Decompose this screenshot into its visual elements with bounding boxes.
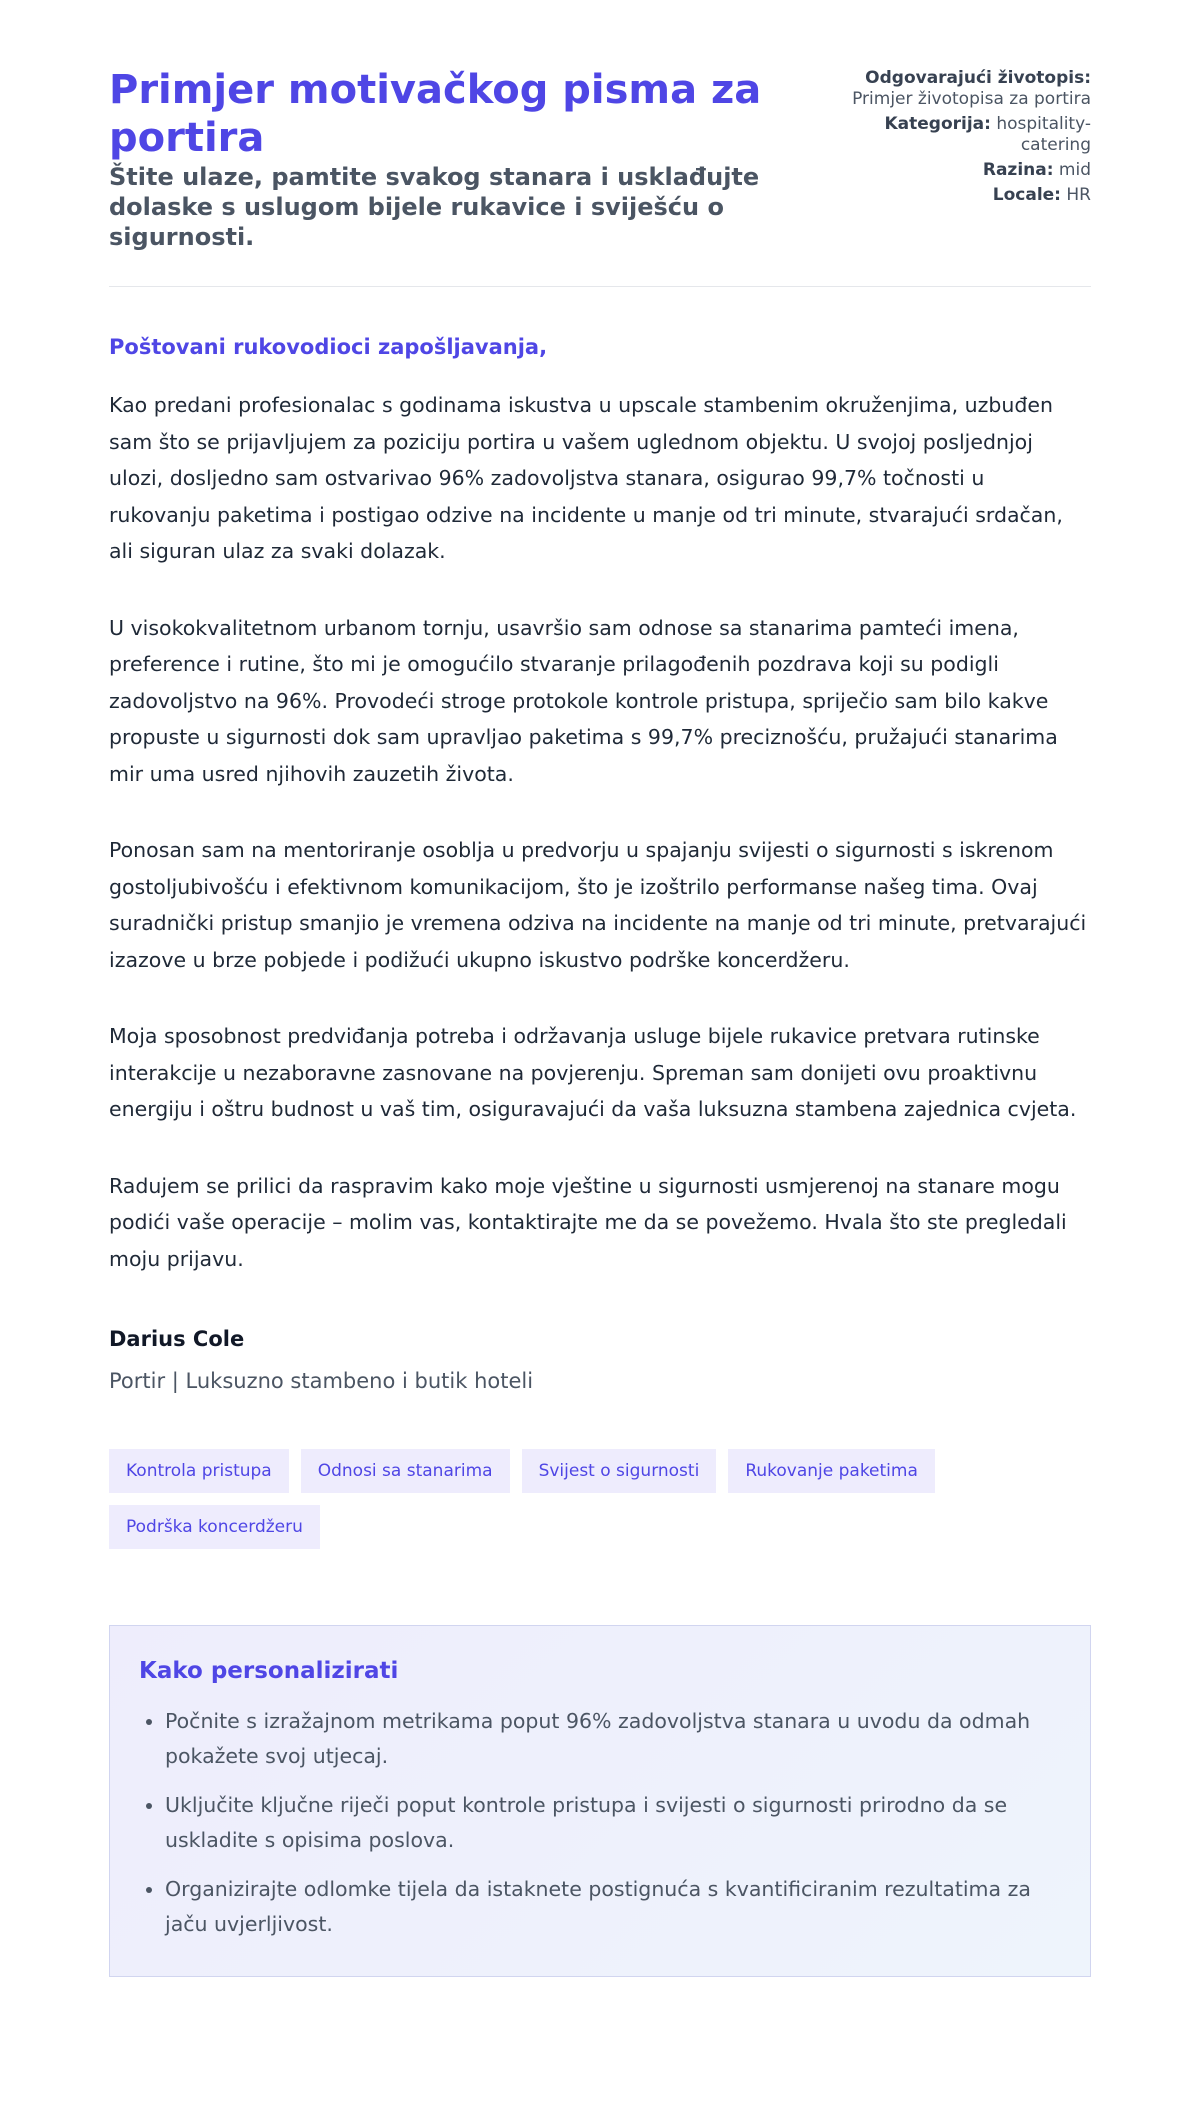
letter-paragraph: Moja sposobnost predviđanja potreba i održavanja usluge bijele rukavice pretvara rutinske interakcije u nezaboravne zasnovane na povjerenju. Spreman sam donijeti ovu proaktivnu energiju i oštru budnost u vaš tim, osiguravajući da vaša luksuzna stambena zajednica cvjeta. — [109, 1024, 1077, 1121]
meta-resume-label: Odgovarajući životopis: — [865, 68, 1091, 88]
meta-level-value: mid — [1058, 160, 1091, 180]
signature-block — [109, 1325, 1091, 1395]
meta-level — [815, 160, 1091, 181]
header-titles — [109, 66, 815, 252]
meta-locale-value: HR — [1066, 185, 1091, 205]
header-divider — [109, 286, 1091, 287]
letter-paragraph: Kao predani profesionalac s godinama iskustva u upscale stambenim okruženjima, uzbuđen sam što se prijavljujem za poziciju portira u vašem uglednom objektu. U svojoj posljednjoj ulozi, dosljedno sam ostvarivao 96% zadovoljstva stanara, osigurao 99,7% točnosti u rukovanju paketima i postigao odzive na incidente u manje od tri minute, stvarajući srdačan, ali siguran ulaz za svaki dolazak. — [109, 393, 1063, 563]
meta-category-value: hospitality-catering — [996, 114, 1091, 155]
meta-level-label: Razina: — [982, 160, 1054, 180]
meta-panel — [815, 66, 1091, 210]
letter-body — [109, 333, 1091, 1395]
meta-resume — [815, 68, 1091, 110]
skill-tag: Svijest o sigurnosti — [522, 1449, 717, 1493]
skill-tags — [109, 1449, 1009, 1549]
tip-item: • Uključite ključne riječi poput kontrole pristupa i svijesti o sigurnosti prirodno da se uskladite s opisima poslova. — [165, 1788, 1061, 1858]
meta-locale — [815, 185, 1091, 206]
page-subtitle: Štite ulaze, pamtite svakog stanara i usklađujte dolaske s uslugom bijele rukavice i sviješću o sigurnosti. — [109, 163, 760, 251]
tips-title: Kako personalizirati — [139, 1658, 399, 1684]
signature-role: Portir | Luksuzno stambeno i butik hoteli — [109, 1369, 534, 1393]
skill-tag: Odnosi sa stanarima — [301, 1449, 510, 1493]
personalization-tips — [109, 1625, 1091, 1977]
meta-category — [815, 114, 1091, 156]
tips-list — [139, 1704, 1061, 1942]
skill-tag: Rukovanje paketima — [728, 1449, 935, 1493]
letter-paragraph: U visokokvalitetnom urbanom tornju, usavršio sam odnose sa stanarima pamteći imena, preference i rutine, što mi je omogućilo stvaranje prilagođenih pozdrava koji su podigli zadovoljstvo na 96%. Provodeći stroge protokole kontrole pristupa, spriječio sam bilo kakve propuste u sigurnosti dok sam upravljao paketima s 99,7% preciznošću, pružajući stanarima mir uma usred njihovih zauzetih života. — [109, 615, 1058, 786]
letter-greeting: Poštovani rukovodioci zapošljavanja, — [109, 335, 548, 359]
letter-paragraph: Ponosan sam na mentoriranje osoblja u predvorju u spajanju svijesti o sigurnosti s iskrenom gostoljubivošću i efektivnom komunikacijom, što je izoštrilo performanse našeg tima. Ovaj suradnički pristup smanjio je vremena odziva na incidente na manje od tri minute, pretvarajući izazove u brze pobjede i podižući ukupno iskustvo podrške koncerdžeru. — [109, 838, 1087, 972]
signature-name: Darius Cole — [109, 1327, 245, 1351]
letter-paragraph: Radujem se prilici da raspravim kako moje vještine u sigurnosti usmjerenoj na stanare mogu podići vaše operacije – molim vas, kontaktirajte me da se povežemo. Hvala što ste pregledali moju prijavu. — [109, 1173, 1067, 1271]
skill-tag: Podrška koncerdžeru — [109, 1505, 320, 1549]
skill-tag: Kontrola pristupa — [109, 1449, 289, 1493]
meta-category-label: Kategorija: — [884, 114, 991, 134]
page-title: Primjer motivačkog pisma za portira — [109, 67, 762, 161]
meta-locale-label: Locale: — [992, 185, 1061, 205]
tip-item: • Počnite s izražajnom metrikama poput 96% zadovoljstva stanara u uvodu da odmah pokažete svoj utjecaj. — [165, 1704, 1061, 1774]
page-header — [109, 66, 1091, 252]
tip-item: • Organizirajte odlomke tijela da istaknete postignuća s kvantificiranim rezultatima za jaču uvjerljivost. — [165, 1872, 1061, 1942]
meta-resume-value: Primjer životopisa za portira — [852, 89, 1091, 109]
